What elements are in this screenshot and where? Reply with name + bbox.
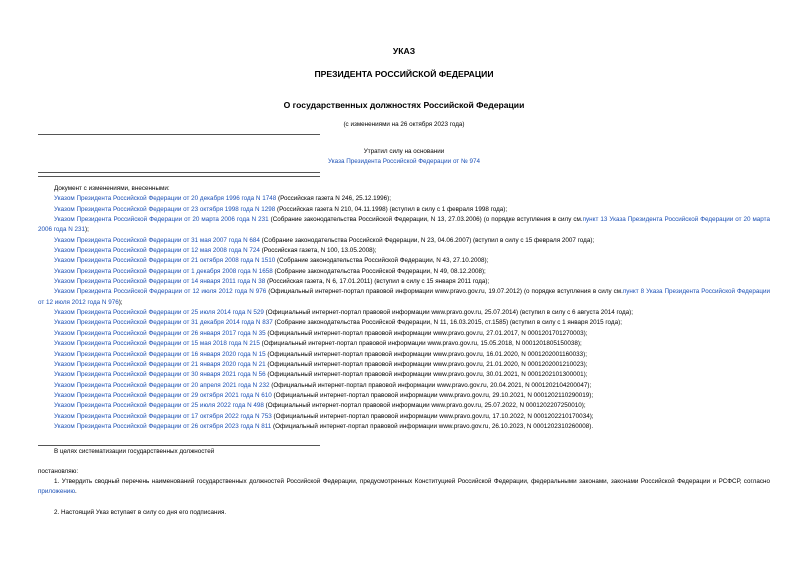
decree-word: постановляю: bbox=[38, 468, 79, 475]
clause-1: 1. Утвердить сводный перечень наименований государственных должностей Российской Федерации, предусмотренных Конституцией Российской Федерации, федеральными законами, законами Российской Федерации и РСФСР, согласно приложению. bbox=[38, 478, 770, 496]
list-item: Указом Президента Российской Федерации от 14 января 2011 года N 38 (Российская газета, N 6, 17.01.2011) (вступил в силу с 15 января 2011 года); bbox=[54, 278, 490, 286]
separator-line bbox=[38, 176, 320, 177]
amendment-link[interactable]: Указом Президента Российской Федерации от 21 января 2020 года N 21 bbox=[54, 360, 266, 368]
amendment-link[interactable]: Указом Президента Российской Федерации от 14 января 2011 года N 38 bbox=[54, 278, 266, 286]
separator-line bbox=[38, 134, 320, 135]
separator-line bbox=[38, 172, 320, 173]
amendment-link[interactable]: Указом Президента Российской Федерации от 16 января 2020 года N 15 bbox=[54, 350, 266, 358]
amendment-link[interactable]: Указом Президента Российской Федерации от 23 октября 1998 года N 1298 bbox=[54, 205, 276, 213]
amendment-link[interactable]: Указом Президента Российской Федерации от 26 января 2017 года N 35 bbox=[54, 329, 266, 337]
amendment-link[interactable]: Указом Президента Российской Федерации от 12 июля 2012 года N 976 bbox=[54, 288, 267, 296]
lost-force-note: Утратил силу на основании bbox=[363, 148, 445, 155]
list-item: Указом Президента Российской Федерации от 1 декабря 2008 года N 1658 (Собрание законодательства Российской Федерации, N 49, 08.12.2008); bbox=[54, 267, 486, 275]
list-item: Указом Президента Российской Федерации от 31 декабря 2014 года N 837 (Собрание законодательства Российской Федерации, N 11, 16.03.2015, ст.1585) (вступил в силу с 1 января 2015 года); bbox=[54, 319, 622, 327]
separator-line bbox=[38, 445, 320, 446]
amendments-list bbox=[38, 184, 770, 432]
list-item: Указом Президента Российской Федерации от 15 мая 2018 года N 215 (Официальный интернет-портал правовой информации www.pravo.gov.ru, 15.05.2018, N 0001201805150038); bbox=[54, 340, 582, 348]
list-item: Указом Президента Российской Федерации от 20 марта 2006 года N 231 (Собрание законодательства Российской Федерации, N 13, 27.03.2006) (о порядке вступления в силу см.пункт 13 Указа Президента Российской Федерации от 20 марта 2006 года N 231); bbox=[38, 216, 770, 234]
list-item: Указом Президента Российской Федерации от 21 октября 2008 года N 1510 (Собрание законодательства Российской Федерации, N 43, 27.10.2008); bbox=[54, 257, 489, 265]
page-title: О государственных должностях Российской Федерации bbox=[283, 100, 525, 110]
amendment-link[interactable]: Указом Президента Российской Федерации от 26 октября 2023 года N 811 bbox=[54, 422, 272, 430]
amendment-link[interactable]: Указом Президента Российской Федерации от 20 апреля 2021 года N 232 bbox=[54, 381, 270, 389]
list-item: Указом Президента Российской Федерации от 16 января 2020 года N 15 (Официальный интернет-портал правовой информации www.pravo.gov.ru, 16.01.2020, N 0001202001160033); bbox=[54, 350, 587, 358]
basis-link-wrapper bbox=[38, 158, 770, 165]
amendment-link[interactable]: Указом Президента Российской Федерации от 20 декабря 1996 года N 1748 bbox=[54, 195, 277, 203]
amendment-link[interactable]: Указом Президента Российской Федерации от 21 октября 2008 года N 1510 bbox=[54, 257, 276, 265]
list-item: Указом Президента Российской Федерации от 25 июля 2014 года N 529 (Официальный интернет-портал правовой информации www.pravo.gov.ru, 25.07.2014) (вступил в силу с 6 августа 2014 года); bbox=[54, 309, 634, 317]
amendment-link[interactable]: Указом Президента Российской Федерации от 25 июля 2022 года N 498 bbox=[54, 402, 264, 410]
amendment-link[interactable]: Указом Президента Российской Федерации от 15 мая 2018 года N 215 bbox=[54, 340, 260, 348]
amendment-link[interactable]: Указом Президента Российской Федерации от 1 декабря 2008 года N 1658 bbox=[54, 267, 273, 275]
amendment-clause-link[interactable]: пункт 13 Указа Президента Российской Федерации от 20 марта 2006 года N 231 bbox=[38, 216, 770, 234]
list-item: Указом Президента Российской Федерации от 12 мая 2008 года N 724 (Российская газета, N 100, 13.05.2008); bbox=[54, 247, 377, 255]
amendment-link[interactable]: Указом Президента Российской Федерации от 31 мая 2007 года N 684 bbox=[54, 236, 260, 244]
list-item: Указом Президента Российской Федерации от 20 декабря 1996 года N 1748 (Российская газета N 246, 25.12.1996); bbox=[54, 195, 391, 203]
list-item: Указом Президента Российской Федерации от 23 октября 1998 года N 1298 (Российская газета N 210, 04.11.1998) (вступил в силу с 1 февраля 1998 года); bbox=[54, 205, 508, 213]
appendix-link[interactable]: приложению bbox=[38, 488, 76, 496]
amendment-link[interactable]: Указом Президента Российской Федерации от 12 мая 2008 года N 724 bbox=[54, 247, 260, 255]
list-item: Указом Президента Российской Федерации от 29 октября 2021 года N 610 (Официальный интернет-портал правовой информации www.pravo.gov.ru, 29.10.2021, N 0001202110290019); bbox=[54, 391, 594, 399]
list-item: Указом Президента Российской Федерации от 25 июля 2022 года N 498 (Официальный интернет-портал правовой информации www.pravo.gov.ru, 25.07.2022, N 0001202207250010); bbox=[54, 402, 586, 410]
issuer-heading: ПРЕЗИДЕНТА РОССИЙСКОЙ ФЕДЕРАЦИИ bbox=[314, 69, 494, 79]
amendment-clause-link[interactable]: пункт 8 Указа Президента Российской Федерации от 12 июля 2012 года N 976 bbox=[38, 288, 771, 306]
list-item: Указом Президента Российской Федерации от 31 мая 2007 года N 684 (Собрание законодательства Российской Федерации, N 23, 04.06.2007) (вступил в силу с 15 февраля 2007 года); bbox=[54, 236, 595, 244]
amendment-link[interactable]: Указом Президента Российской Федерации от 30 января 2021 года N 56 bbox=[54, 371, 266, 379]
list-item: Указом Президента Российской Федерации от 30 января 2021 года N 56 (Официальный интернет-портал правовой информации www.pravo.gov.ru, 30.01.2021, N 0001202101300001); bbox=[54, 371, 588, 379]
preamble: В целях систематизации государственных должностей bbox=[54, 448, 215, 455]
list-item: Указом Президента Российской Федерации от 26 октября 2023 года N 811 (Официальный интернет-портал правовой информации www.pravo.gov.ru, 26.10.2023, N 0001202310260008). bbox=[54, 422, 594, 430]
basis-decree-link[interactable]: Указа Президента Российской Федерации от № 974 bbox=[328, 158, 480, 165]
list-item: Указом Президента Российской Федерации от 20 апреля 2021 года N 232 (Официальный интернет-портал правовой информации www.pravo.gov.ru, 20.04.2021, N 0001202104200047); bbox=[54, 381, 592, 389]
doc-type-heading: УКАЗ bbox=[392, 46, 416, 56]
list-item: Указом Президента Российской Федерации от 12 июля 2012 года N 976 (Официальный интернет-портал правовой информации www.pravo.gov.ru, 19.07.2012) (о порядке вступления в силу см.пункт 8 Указа Президента Российской Федерации от 12 июля 2012 года N 976); bbox=[38, 288, 771, 306]
amendment-link[interactable]: Указом Президента Российской Федерации от 17 октября 2022 года N 753 bbox=[54, 412, 272, 420]
clause-2: 2. Настоящий Указ вступает в силу со дня его подписания. bbox=[54, 509, 227, 516]
list-item: Указом Президента Российской Федерации от 26 января 2017 года N 35 (Официальный интернет-портал правовой информации www.pravo.gov.ru, 27.01.2017, N 0001201701270003); bbox=[54, 329, 588, 337]
amendments-intro: Документ с изменениями, внесенными: bbox=[54, 185, 170, 192]
amendment-link[interactable]: Указом Президента Российской Федерации от 29 октября 2021 года N 610 bbox=[54, 391, 272, 399]
document-page bbox=[38, 0, 770, 571]
list-item: Указом Президента Российской Федерации от 17 октября 2022 года N 753 (Официальный интернет-портал правовой информации www.pravo.gov.ru, 17.10.2022, N 0001202210170034); bbox=[54, 412, 594, 420]
edition-note: (с изменениями на 26 октября 2023 года) bbox=[343, 121, 465, 128]
amendment-link[interactable]: Указом Президента Российской Федерации от 20 марта 2006 года N 231 bbox=[54, 216, 269, 224]
amendment-link[interactable]: Указом Президента Российской Федерации от 25 июля 2014 года N 529 bbox=[54, 309, 264, 317]
amendment-link[interactable]: Указом Президента Российской Федерации от 31 декабря 2014 года N 837 bbox=[54, 319, 273, 327]
list-item: Указом Президента Российской Федерации от 21 января 2020 года N 21 (Официальный интернет-портал правовой информации www.pravo.gov.ru, 21.01.2020, N 0001202001210023); bbox=[54, 360, 588, 368]
